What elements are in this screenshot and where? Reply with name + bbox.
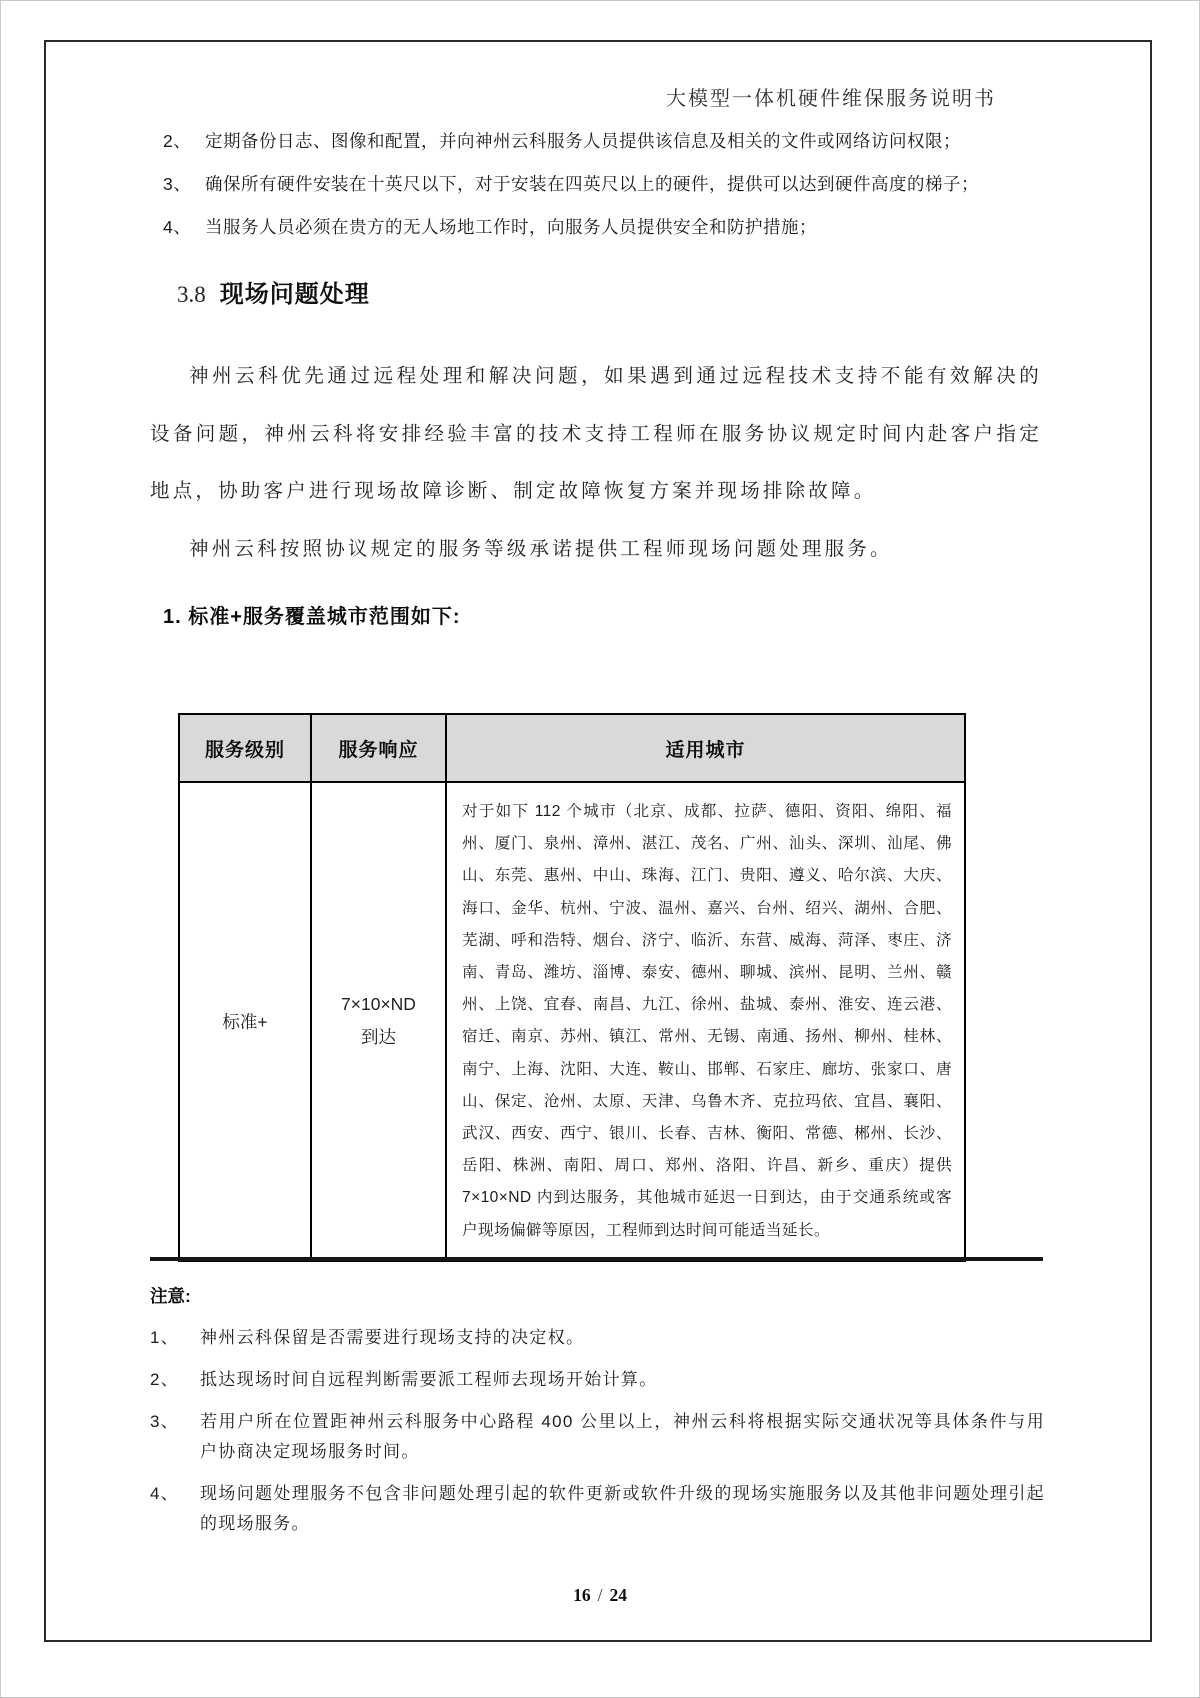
table-row: [179, 782, 965, 1261]
list-item: [163, 128, 1048, 155]
page-separator: /: [597, 1585, 603, 1605]
numbered-list-top: [163, 128, 1048, 257]
page-current: 16: [573, 1585, 591, 1605]
note-item: [150, 1479, 1050, 1539]
page-number-footer: [0, 1585, 1200, 1606]
notes-section: [150, 1283, 1050, 1551]
column-header-service-level: 服务级别: [179, 714, 311, 782]
horizontal-rule: [150, 1257, 1043, 1261]
paragraph: 神州云科优先通过远程处理和解决问题，如果遇到通过远程技术支持不能有效解决的设备问题，神州云科将安排经验丰富的技术支持工程师在服务协议规定时间内赴客户指定地点，协助客户进行现场故障诊断、制定故障恢复方案并现场排除故障。: [150, 365, 1042, 502]
list-item-number: 3、: [163, 174, 192, 194]
note-item: [150, 1407, 1050, 1467]
list-item: [163, 171, 1048, 198]
note-item-text: 抵达现场时间自远程判断需要派工程师去现场开始计算。: [200, 1370, 658, 1389]
list-item-number: 4、: [163, 217, 192, 237]
notes-title: 注意:: [150, 1286, 191, 1306]
cell-service-response: [311, 782, 446, 1261]
paragraph: 神州云科按照协议规定的服务等级承诺提供工程师现场问题处理服务。: [189, 537, 893, 560]
column-header-service-response: 服务响应: [311, 714, 446, 782]
note-item-number: 4、: [150, 1484, 180, 1503]
list-item: [163, 214, 1048, 241]
section-number: 3.8: [177, 282, 206, 307]
list-item-text: 定期备份日志、图像和配置，并向神州云科服务人员提供该信息及相关的文件或网络访问权限；: [205, 131, 961, 151]
section-heading: [177, 274, 370, 309]
service-response-line2: 到达: [361, 1027, 396, 1048]
note-item-number: 1、: [150, 1328, 180, 1347]
cell-service-level: 标准+: [179, 782, 311, 1261]
list-item-text: 确保所有硬件安装在十英尺以下，对于安装在四英尺以上的硬件，提供可以达到硬件高度的梯子；: [205, 174, 979, 194]
note-item: [150, 1365, 1050, 1395]
service-response-line1: 7×10×ND: [341, 994, 416, 1015]
section-title: 现场问题处理: [219, 281, 370, 308]
note-item-number: 2、: [150, 1370, 180, 1389]
list-item-number: 2、: [163, 131, 192, 151]
list-item-text: 当服务人员必须在贵方的无人场地工作时，向服务人员提供安全和防护措施；: [205, 217, 817, 237]
coverage-list-heading: 1. 标准+服务覆盖城市范围如下:: [163, 606, 461, 628]
page-total: 24: [609, 1585, 627, 1605]
table-header-row: [179, 714, 965, 782]
note-item-text: 若用户所在位置距神州云科服务中心路程 400 公里以上，神州云科将根据实际交通状况等具体条件与用户协商决定现场服务时间。: [200, 1412, 1045, 1461]
column-header-applicable-cities: 适用城市: [446, 714, 965, 782]
service-coverage-table: [178, 713, 966, 1262]
body-paragraphs: [150, 348, 1042, 578]
note-item-text: 神州云科保留是否需要进行现场支持的决定权。: [200, 1328, 585, 1347]
note-item-number: 3、: [150, 1412, 180, 1431]
note-item-text: 现场问题处理服务不包含非问题处理引起的软件更新或软件升级的现场实施服务以及其他非问题处理引起的现场服务。: [200, 1484, 1045, 1533]
document-header-title: 大模型一体机硬件维保服务说明书: [666, 88, 996, 110]
note-item: [150, 1323, 1050, 1353]
cell-applicable-cities: 对于如下 112 个城市（北京、成都、拉萨、德阳、资阳、绵阳、福州、厦门、泉州、漳州、湛江、茂名、广州、汕头、深圳、汕尾、佛山、东莞、惠州、中山、珠海、江门、贵阳、遵义、哈尔滨、大庆、海口、金华、杭州、宁波、温州、嘉兴、台州、绍兴、湖州、合肥、芜湖、呼和浩特、烟台、济宁、临沂、东营、威海、菏泽、枣庄、济南、青岛、潍坊、淄博、泰安、德州、聊城、滨州、昆明、兰州、赣州、上饶、宜春、南昌、九江、徐州、盐城、泰州、淮安、连云港、宿迁、南京、苏州、镇江、常州、无锡、南通、扬州、柳州、桂林、南宁、上海、沈阳、大连、鞍山、邯郸、石家庄、廊坊、张家口、唐山、保定、沧州、太原、天津、乌鲁木齐、克拉玛依、宜昌、襄阳、武汉、西安、西宁、银川、长春、吉林、衡阳、常德、郴州、长沙、岳阳、株洲、南阳、周口、郑州、洛阳、许昌、新乡、重庆）提供 7×10×ND 内到达服务，其他城市延迟一日到达，由于交通系统或客户现场偏僻等原因，工程师到达时间可能适当延长。: [446, 782, 965, 1261]
